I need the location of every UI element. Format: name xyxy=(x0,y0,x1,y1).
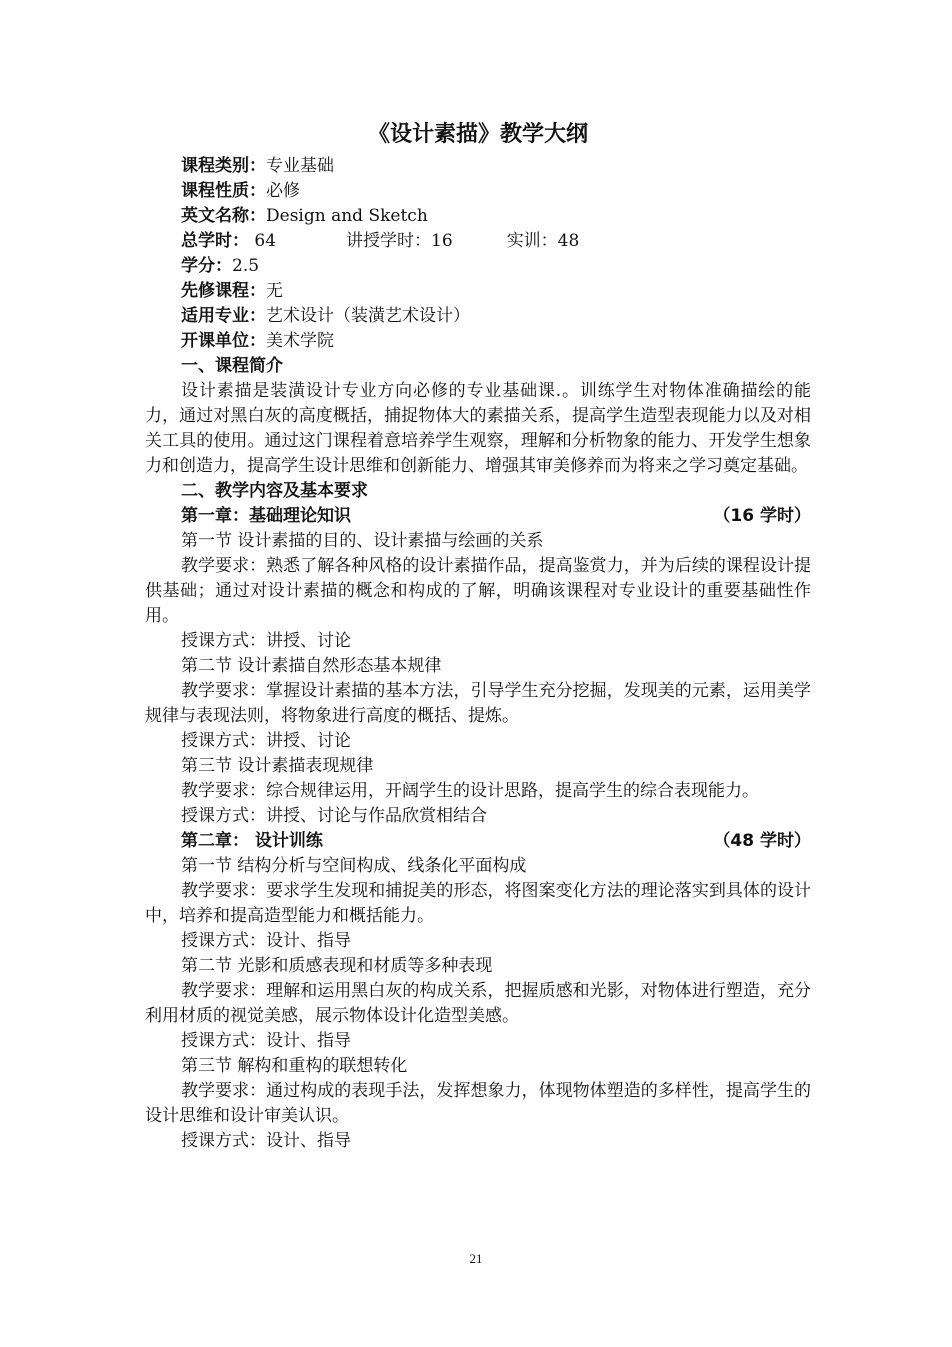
content-heading: 二、教学内容及基本要求 xyxy=(181,481,368,501)
document-page xyxy=(145,120,811,1154)
prerequisite: 先修课程：无 xyxy=(181,281,283,301)
page-number: 21 xyxy=(469,1251,483,1266)
chapter2-heading xyxy=(145,829,811,854)
chapter1-section3-title: 第三节 设计素描表现规律 xyxy=(181,756,374,776)
chapter1-section2-method: 授课方式：讲授、讨论 xyxy=(181,731,351,751)
chapter2-section2-method: 授课方式：设计、指导 xyxy=(181,1031,351,1051)
practice-hours: 实训：48 xyxy=(506,231,580,251)
chapter2-section3-title: 第三节 解构和重构的联想转化 xyxy=(181,1056,408,1076)
english-name: 英文名称：Design and Sketch xyxy=(181,206,428,226)
chapter2-section1-title: 第一节 结构分析与空间构成、线条化平面构成 xyxy=(181,856,527,876)
chapter1-section2-requirement: 教学要求：掌握设计素描的基本方法，引导学生充分挖掘，发现美的元素，运用美学规律与表现法则，将物象进行高度的概括、提炼。 xyxy=(145,681,811,726)
applicable-major: 适用专业：艺术设计（装潢艺术设计） xyxy=(181,306,470,326)
page-title: 《设计素描》教学大纲 xyxy=(367,122,588,147)
chapter1-section1-method: 授课方式：讲授、讨论 xyxy=(181,631,351,651)
chapter2-section3-method: 授课方式：设计、指导 xyxy=(181,1131,351,1151)
chapter2-section1-method: 授课方式：设计、指导 xyxy=(181,931,351,951)
intro-paragraph: 设计素描是装潢设计专业方向必修的专业基础课.。训练学生对物体准确描绘的能力，通过对黑白灰的高度概括，捕捉物体大的素描关系，提高学生造型表现能力以及对相关工具的使用。通过这门课程着意培养学生观察，理解和分析物象的能力、开发学生想象力和创造力，提高学生设计思维和创新能力、增强其审美修养而为将来之学习奠定基础。 xyxy=(145,381,811,476)
chapter2-section3-requirement: 教学要求：通过构成的表现手法，发挥想象力，体现物体塑造的多样性，提高学生的设计思维和设计审美认识。 xyxy=(145,1081,811,1126)
chapter1-heading xyxy=(145,504,811,529)
offering-unit: 开课单位：美术学院 xyxy=(181,331,334,351)
course-nature: 课程性质：必修 xyxy=(181,181,300,201)
chapter1-title: 第一章：基础理论知识 xyxy=(181,506,351,526)
chapter1-section1-title: 第一节 设计素描的目的、设计素描与绘画的关系 xyxy=(181,531,544,551)
course-category: 课程类别：专业基础 xyxy=(181,156,334,176)
intro-heading: 一、课程简介 xyxy=(181,356,283,376)
lecture-hours: 讲授学时：16 xyxy=(346,231,453,251)
chapter2-title: 第二章： 设计训练 xyxy=(181,831,323,851)
chapter2-section2-requirement: 教学要求：理解和运用黑白灰的构成关系，把握质感和光影，对物体进行塑造，充分利用材质的视觉美感，展示物体设计化造型美感。 xyxy=(145,981,811,1026)
chapter1-hours: （16 学时） xyxy=(713,506,811,526)
chapter2-section2-title: 第二节 光影和质感表现和材质等多种表现 xyxy=(181,956,493,976)
chapter1-section2-title: 第二节 设计素描自然形态基本规律 xyxy=(181,656,442,676)
chapter1-section3-method: 授课方式：讲授、讨论与作品欣赏相结合 xyxy=(181,806,487,826)
chapter2-section1-requirement: 教学要求：要求学生发现和捕捉美的形态，将图案变化方法的理论落实到具体的设计中，培养和提高造型能力和概括能力。 xyxy=(145,881,811,926)
course-credit: 学分：2.5 xyxy=(181,256,260,276)
chapter1-section3-requirement: 教学要求：综合规律运用，开阔学生的设计思路，提高学生的综合表现能力。 xyxy=(181,781,759,801)
course-hours: 总学时： 64 讲授学时：16 实训：48 xyxy=(181,231,580,251)
chapter1-section1-requirement: 教学要求：熟悉了解各种风格的设计素描作品，提高鉴赏力，并为后续的课程设计提供基础；通过对设计素描的概念和构成的了解，明确该课程对专业设计的重要基础性作用。 xyxy=(145,556,811,626)
chapter2-hours: （48 学时） xyxy=(713,831,811,851)
